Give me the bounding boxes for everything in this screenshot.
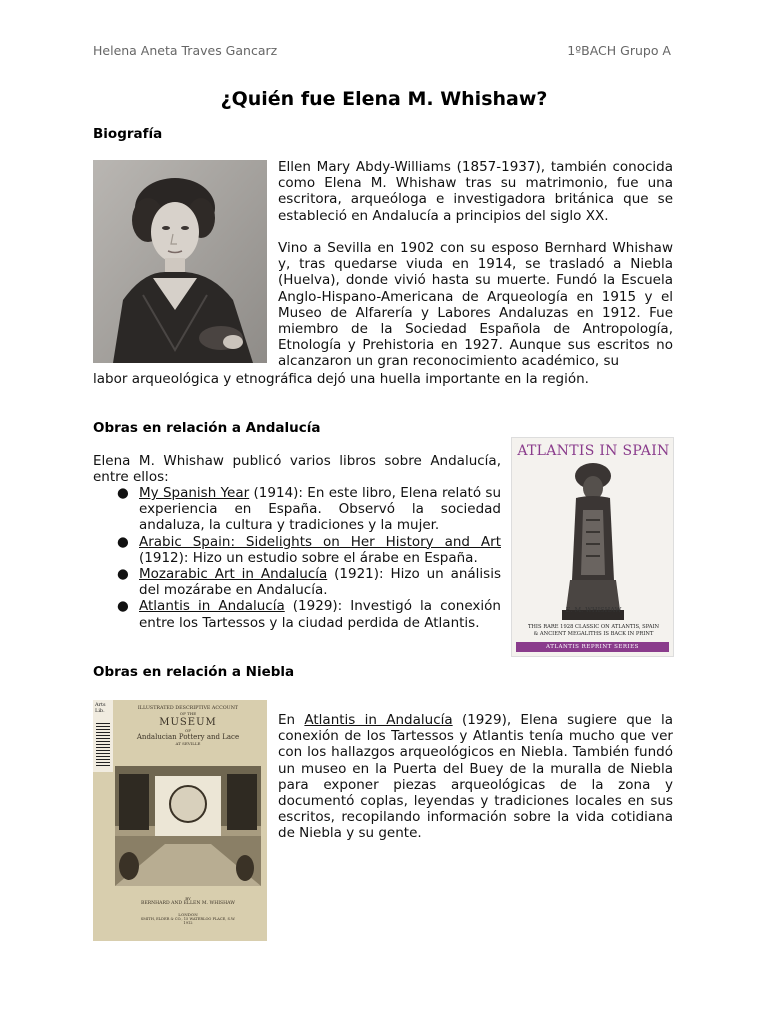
museum-interior-photo xyxy=(115,766,261,886)
niebla-paragraph: En Atlantis in Andalucía (1929), Elena sugiere que la conexión de los Tartessos y Atlantis tenía mucho que ver con los hallazgos arqueológicos en Niebla. También fundó un museo en la Puerta del Buey de la muralla de Niebla para exponer piezas arqueológicas de la zona y documentó coplas, leyendas y tradiciones locales en sus escritos, recopilando información sobre la vida cotidiana de Niebla y su gente. xyxy=(278,712,673,842)
biography-paragraph-1: Ellen Mary Abdy-Williams (1857-1937), también conocida como Elena M. Whishaw tras su matrimonio, fue una escritora, arqueóloga e investigadora británica que se estableció en Andalucía a principios del siglo XX. xyxy=(278,159,673,224)
work-description: (1929): Investigó la conexión entre los Tartessos y la ciudad perdida de Atlantis. xyxy=(139,598,501,631)
header-author: Helena Aneta Traves Gancarz xyxy=(93,43,278,58)
work-title-link[interactable]: Arabic Spain: Sidelights on Her History and Art xyxy=(139,533,501,550)
andalucia-intro: Elena M. Whishaw publicó varios libros sobre Andalucía, entre ellos: xyxy=(93,453,501,486)
cover-series-band: ATLANTIS REPRINT SERIES xyxy=(516,642,669,652)
bullet-icon: ● xyxy=(117,533,129,550)
atlantis-link[interactable]: Atlantis in Andalucía xyxy=(304,712,453,728)
barcode-icon xyxy=(96,722,110,766)
biography-paragraph-2: Vino a Sevilla en 1902 con su esposo Bernhard Whishaw y, tras quedarse viuda en 1914, se trasladó a Niebla (Huelva), donde vivió hasta su muerte. Fundó la Escuela Anglo-Hispano-Americana de Arqueología en 1915 y el Museo de Alfarería y Labores Andaluzas en 1912. Fue miembro de la Sociedad Española de Antropología, Etnología y Prehistoria en 1927. Aunque sus escritos no alcanzaron un gran reconocimiento académico, su xyxy=(278,240,673,370)
list-item xyxy=(93,485,501,534)
list-item xyxy=(93,566,501,598)
list-item xyxy=(93,534,501,566)
works-list xyxy=(93,485,501,631)
bullet-icon: ● xyxy=(117,566,129,583)
bullet-icon: ● xyxy=(117,598,129,615)
work-description: (1912): Hizo un estudio sobre el árabe en España. xyxy=(139,549,478,566)
cover-blurb: THIS RARE 1928 CLASSIC ON ATLANTIS, SPAIN & ANCIENT MEGALITHS IS BACK IN PRINT xyxy=(527,624,660,637)
work-title-link[interactable]: Mozarabic Art in Andalucía xyxy=(139,566,328,583)
work-description: (1914): En este libro, Elena relató su experiencia en España. Observó la sociedad andaluza, la cultura y tradiciones y la mujer. xyxy=(139,485,501,534)
bullet-icon: ● xyxy=(117,485,129,501)
portrait-photo xyxy=(93,160,267,363)
statue-illustration xyxy=(548,460,638,628)
biography-paragraph-2-end: labor arqueológica y etnográfica dejó una huella importante en la región. xyxy=(93,371,589,387)
atlantis-book-cover xyxy=(511,437,674,657)
page-title: ¿Quién fue Elena M. Whishaw? xyxy=(220,88,548,110)
library-label: Arts Lib. xyxy=(93,700,113,772)
header-course: 1ºBACH Grupo A xyxy=(567,43,671,58)
cover-title: ATLANTIS IN SPAIN xyxy=(517,443,670,459)
biography-heading: Biografía xyxy=(93,126,163,142)
andalucia-heading: Obras en relación a Andalucía xyxy=(93,420,321,436)
list-item xyxy=(93,598,501,630)
cover-author: E. M. WHISHAW xyxy=(565,606,622,614)
work-title-link[interactable]: Atlantis in Andalucía xyxy=(139,598,285,615)
museum-book-cover: Arts Lib. ILLUSTRATED DESCRIPTIVE ACCOUNT OF THE MUSEUM OF Andalucian Pottery and Lace AT SEVILLE BY BERNHARD AND ELLEN M. WHISHAW LONDON SMITH, ELDER & CO., 15 WATERLOO PLACE, S.W. 1912 xyxy=(93,700,267,941)
niebla-heading: Obras en relación a Niebla xyxy=(93,664,295,680)
work-description: (1921): Hizo un análisis del mozárabe en Andalucía. xyxy=(139,566,501,599)
work-title-link[interactable]: My Spanish Year xyxy=(139,485,250,501)
